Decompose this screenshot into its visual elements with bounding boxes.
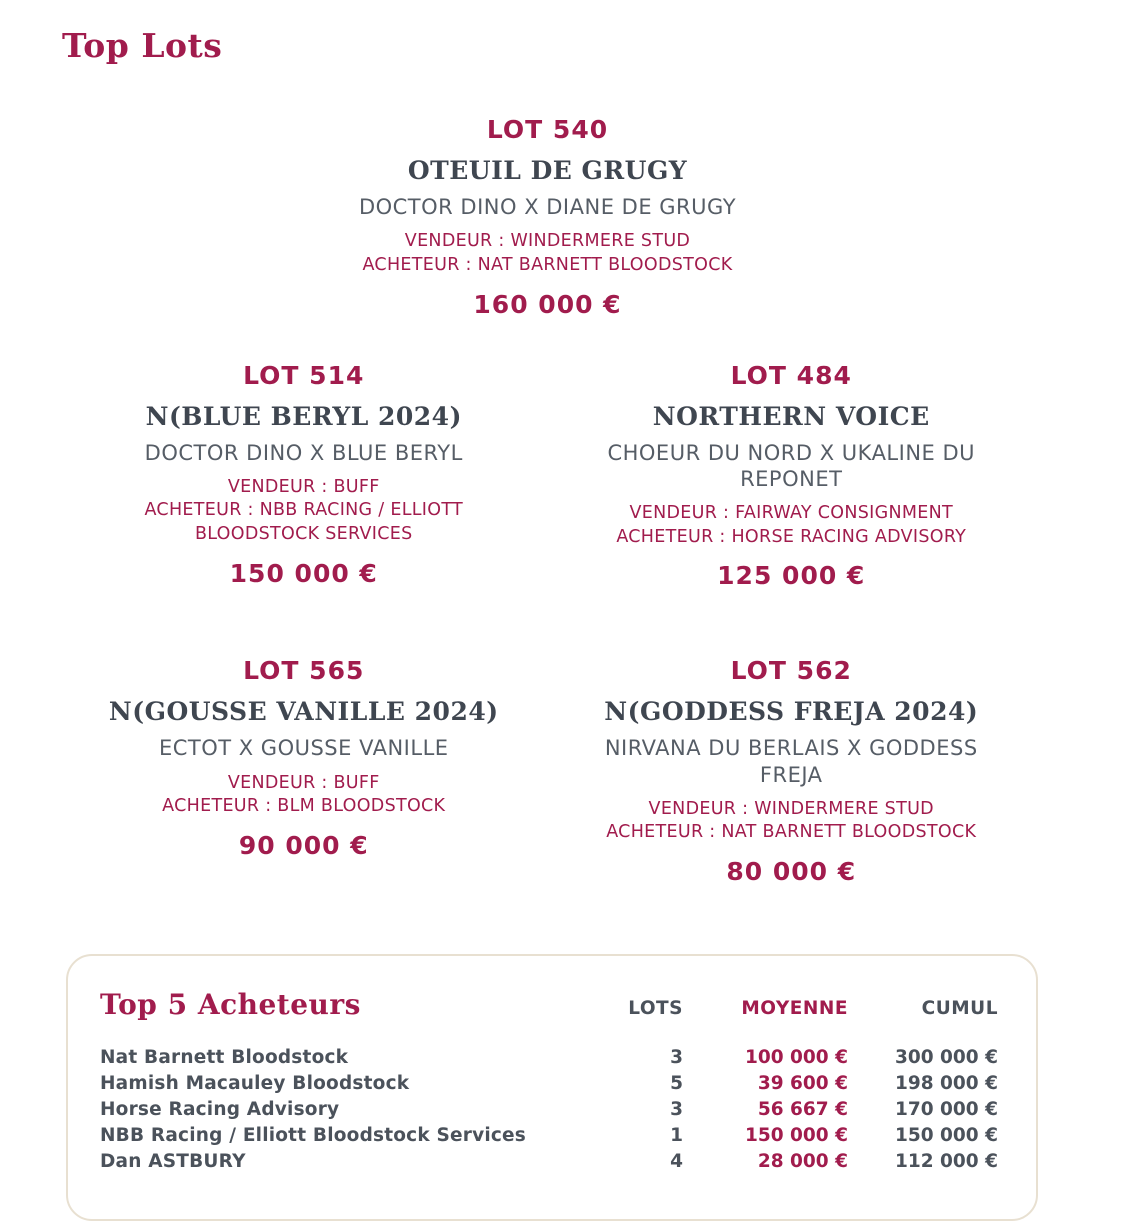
lot-number: LOT 565 [243,656,365,686]
table-row [100,1149,998,1175]
vendeur-line: VENDEUR : WINDERMERE STUD [648,798,934,819]
buyer-lots-count: 3 [670,1047,683,1068]
buyer-lots-count: 4 [670,1151,683,1172]
buyer-total: 170 000 € [895,1099,998,1120]
buyer-lots-count: 5 [670,1073,683,1094]
lot-price: 160 000 € [473,289,622,319]
lot-row [60,656,1035,886]
lot-price: 80 000 € [726,857,857,886]
horse-name: N(GOUSSE VANILLE 2024) [108,697,499,727]
pedigree-text: ECTOT X GOUSSE VANILLE [158,736,449,761]
pedigree-text: DOCTOR DINO X DIANE DE GRUGY [358,195,737,219]
buyer-name: Hamish Macauley Bloodstock [100,1073,410,1094]
buyer-total: 300 000 € [895,1047,998,1068]
column-header-lots: LOTS [628,998,683,1019]
acheteur-line: ACHETEUR : NAT BARNETT BLOODSTOCK [362,254,733,275]
lot-number: LOT 514 [243,360,365,390]
acheteur-line: ACHETEUR : NBB RACING / ELLIOTT BLOODSTOCK SERVICES [144,500,464,544]
lot-card [576,361,1006,591]
lot-price: 150 000 € [229,558,378,588]
buyer-average: 28 000 € [757,1151,848,1172]
table-row [100,1123,998,1149]
column-header-moyenne: MOYENNE [741,998,848,1019]
buyer-average: 100 000 € [745,1047,848,1068]
table-row [100,1097,998,1123]
column-header-cumul: CUMUL [921,998,998,1019]
buyer-name: Horse Racing Advisory [100,1099,340,1120]
lot-price: 125 000 € [717,561,866,591]
vendeur-line: VENDEUR : FAIRWAY CONSIGNMENT [629,503,954,523]
lot-card [109,656,499,860]
buyer-total: 198 000 € [895,1073,998,1094]
top-lots-section [60,115,1035,886]
acheteur-line: ACHETEUR : BLM BLOODSTOCK [162,796,446,817]
buyer-average: 150 000 € [745,1125,848,1146]
buyer-lots-count: 3 [670,1099,683,1120]
lot-row [60,361,1035,591]
lot-price: 90 000 € [238,830,369,860]
horse-name: NORTHERN VOICE [652,401,930,431]
vendeur-line: VENDEUR : BUFF [227,772,380,793]
horse-name: OTEUIL DE GRUGY [407,156,688,185]
acheteur-line: ACHETEUR : NAT BARNETT BLOODSTOCK [606,822,977,843]
table-row [100,1071,998,1097]
buyer-total: 150 000 € [895,1125,998,1146]
buyers-table-header [100,988,998,1021]
pedigree-text: NIRVANA DU BERLAIS X GODDESS FREJA [604,736,978,787]
lot-card [576,656,1006,886]
table-row [100,1045,998,1071]
lot-number: LOT 540 [486,115,609,144]
lot-card [89,361,519,588]
pedigree-text: CHOEUR DU NORD X UKALINE DU REPONET [607,440,976,491]
lot-card [268,115,828,319]
buyer-name: Nat Barnett Bloodstock [100,1047,349,1068]
horse-name: N(BLUE BERYL 2024) [145,401,462,431]
buyer-name: NBB Racing / Elliott Bloodstock Services [100,1125,527,1146]
lot-number: LOT 562 [730,656,852,686]
buyers-table-title: Top 5 Acheteurs [100,988,361,1021]
page-title: Top Lots [62,26,223,65]
buyer-name: Dan ASTBURY [100,1151,246,1172]
vendeur-line: VENDEUR : WINDERMERE STUD [404,231,691,252]
pedigree-text: DOCTOR DINO X BLUE BERYL [144,440,463,465]
vendeur-line: VENDEUR : BUFF [227,476,380,497]
lot-number: LOT 484 [730,360,852,390]
buyers-table [66,954,1038,1221]
acheteur-line: ACHETEUR : HORSE RACING ADVISORY [616,526,967,547]
buyer-average: 39 600 € [757,1073,848,1094]
horse-name: N(GODDESS FREJA 2024) [604,697,979,727]
buyer-average: 56 667 € [757,1099,848,1120]
buyer-total: 112 000 € [895,1151,998,1172]
buyer-lots-count: 1 [670,1125,683,1146]
